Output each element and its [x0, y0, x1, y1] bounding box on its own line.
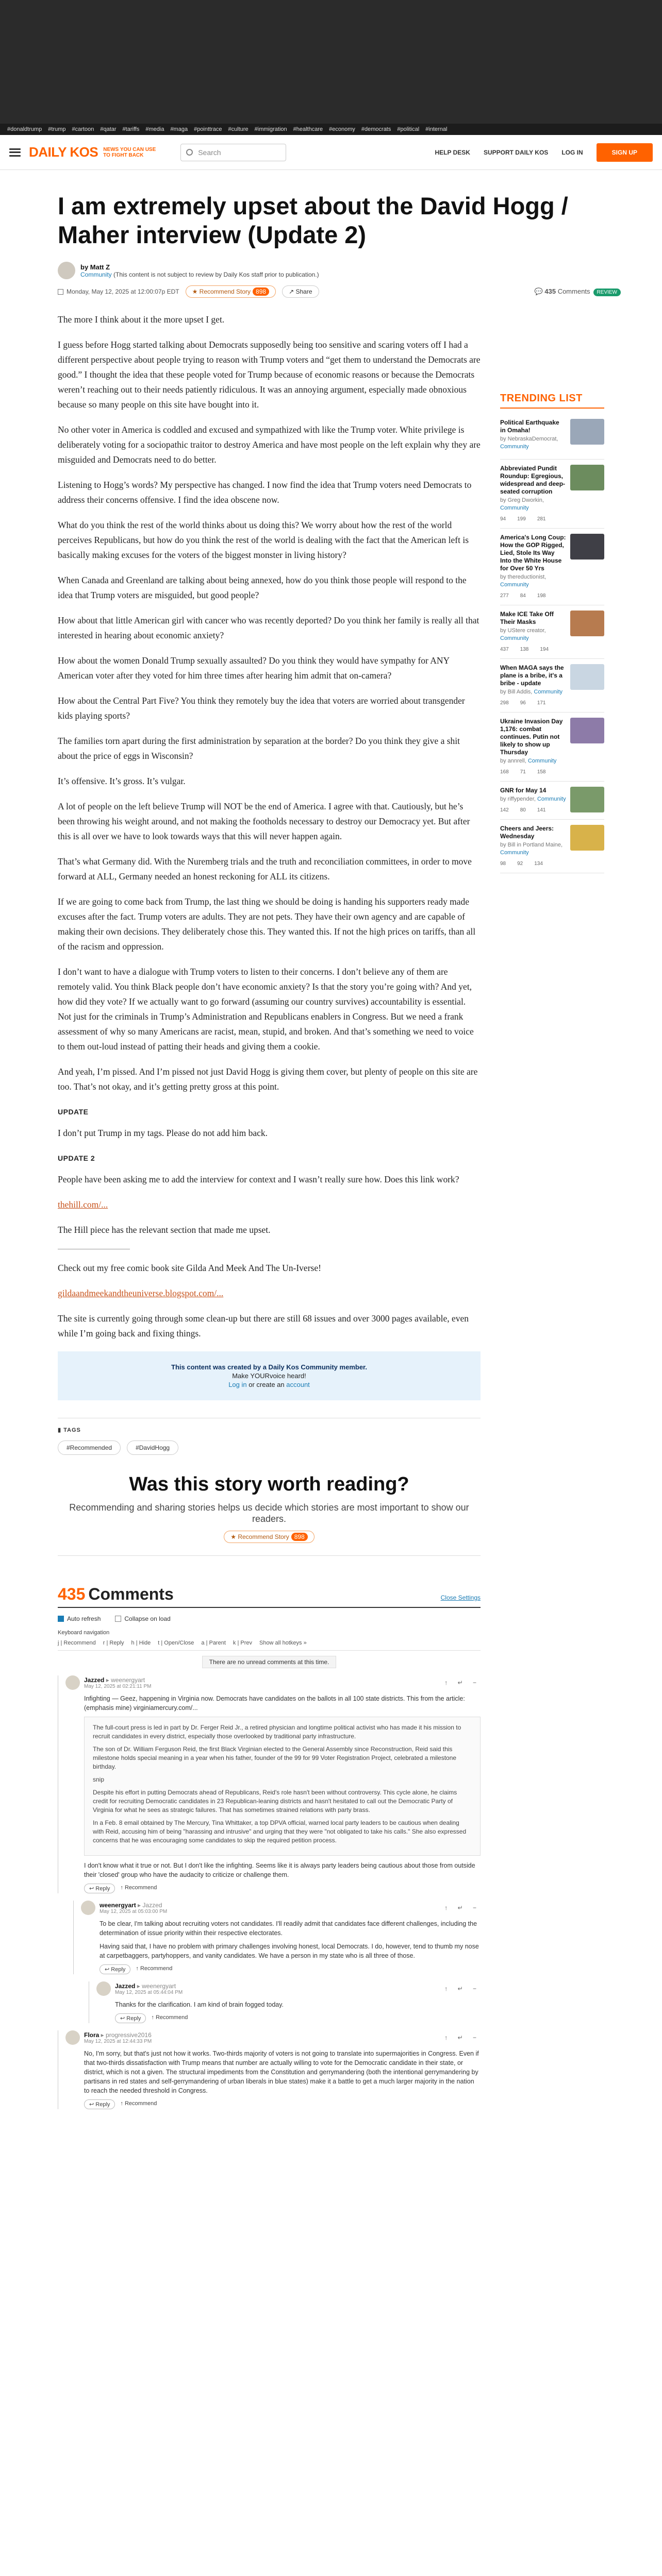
comment-reply-to[interactable]: Jazzed	[142, 1901, 162, 1909]
trending-stat: 199	[517, 516, 526, 522]
footer-link[interactable]: gildaandmeekandtheuniverse.blogspot.com/...	[58, 1288, 224, 1298]
trending-community: Community	[500, 635, 529, 641]
comment-body	[115, 2000, 481, 2009]
footer-note: The site is currently going through some clean-up but there are still 68 issues and over 3000 pages available, even while I’m going back and fixing things.	[58, 1313, 469, 1338]
comment-controls[interactable]: ↑ ↵ −	[444, 1904, 481, 1911]
signup-button[interactable]: SIGN UP	[597, 143, 653, 162]
quote-paragraph: The full-court press is led in part by Dr. Ferger Reid Jr., a retired physician and longtime political activist who has made it his mission to recruit candidates in every district, especially those overlooked by traditional party infrastructure.	[93, 1724, 461, 1740]
trending-stats	[500, 515, 566, 523]
avatar[interactable]	[65, 2030, 80, 2045]
hotkey-hint: r | Reply	[103, 1640, 124, 1646]
quote-paragraph: Despite his effort in putting Democrats ahead of Republicans, Reid's role hasn't been without controversy. This cycle alone, he claims credit for recruiting Democratic candidates in 23 Republican-leaning districts and hasn't hesitated to call out the Democratic Party of Virginia for what he sees as strategic failures. That has sometimes strained relations with party brass.	[93, 1789, 457, 1814]
trending-thumbnail	[570, 787, 604, 812]
avatar[interactable]	[65, 1675, 80, 1690]
trending-stat: 437	[500, 647, 509, 652]
comment-date: May 12, 2025 at 02:21:11 PM	[84, 1683, 152, 1689]
trending-community: Community	[500, 582, 529, 588]
post-date: Monday, May 12, 2025 at 12:00:07p EDT	[67, 288, 179, 295]
trending-community: Community	[500, 444, 529, 450]
comments-count: 435	[544, 287, 556, 295]
trending-item[interactable]	[500, 460, 604, 529]
page-title: I am extremely upset about the David Hogg / Maher interview (Update 2)	[58, 192, 568, 248]
trending-item[interactable]	[500, 529, 604, 605]
comment-controls[interactable]: ↑ ↵ −	[444, 2034, 481, 2041]
comment-header	[96, 1981, 481, 1996]
trending-stat: 171	[537, 700, 546, 706]
community-label[interactable]: Community	[80, 270, 112, 278]
quote-paragraph: In a Feb. 8 email obtained by The Mercury, Tina Whittaker, a top DPVA official, warned local party leaders to be cautious when dealing with Reid, accusing him of being "harassing and intrusive" and urging that they were "not obligated to take his calls." She also expressed concerns that he was encouraging some candidates to skip the required petition process.	[93, 1819, 467, 1844]
trending-stats	[500, 806, 566, 814]
trending-stats	[500, 646, 566, 653]
article-paragraph: I don’t want to have a dialogue with Trump voters to listen to their concerns. I don’t believe any of them are remotely valid. You think Black people don’t have economic anxiety? Is that the story you’re going with? And yet, how did they vote? If we actually want to go forward (assuming our country survives) accountability is essential. Not just for the criminals in Trump’s Administration and Republicans enablers in Congress. But we need a frank assessment of why so many Americans are racist, mean, stupid, and broken. And that’s something we need to voice to them out-loud instead of patting their heads and giving them a cookie.	[58, 967, 474, 1052]
comment-actions	[84, 2099, 481, 2109]
article-paragraph: How about that little American girl with cancer who was recently deported? Do you think her family is really all that interested in hearing about economic anxiety?	[58, 615, 479, 640]
author-link[interactable]: Matt Z	[90, 263, 110, 271]
tag-bar-item[interactable]: #immigration	[254, 126, 287, 132]
trending-item[interactable]	[500, 659, 604, 713]
footer-promo: Check out my free comic book site Gilda And Meek And The Un-Iverse!	[58, 1263, 321, 1273]
trending-community: Community	[537, 796, 566, 802]
top-banner	[0, 0, 662, 135]
tag-bar	[0, 124, 662, 135]
recommend-comment-button[interactable]: ↑ Recommend	[151, 2014, 188, 2021]
tag-bar-item[interactable]: #qatar	[100, 126, 117, 132]
trending-stat: 138	[520, 647, 529, 652]
comment-quote	[84, 1717, 481, 1856]
comment-body	[100, 1919, 481, 1960]
auto-refresh-toggle[interactable]: Auto refresh	[58, 1615, 101, 1622]
share-label: Share	[295, 288, 312, 295]
login-link[interactable]: LOG IN	[561, 148, 583, 156]
avatar[interactable]	[96, 1981, 111, 1996]
site-logo[interactable]: DAILY KOS	[29, 144, 98, 160]
trending-text	[500, 419, 566, 454]
trending-stat: 194	[540, 647, 549, 652]
recommend-comment-button[interactable]: ↑ Recommend	[120, 2100, 157, 2107]
comment-author[interactable]	[84, 2031, 152, 2039]
comment-actions	[100, 1964, 481, 1974]
trending-author	[500, 757, 566, 765]
reply-arrow-icon: ▸	[104, 1676, 111, 1684]
trending-title[interactable]: GNR for May 14	[500, 787, 547, 794]
comment-controls[interactable]: ↑ ↵ −	[444, 1985, 481, 1992]
trending-author-name: by thereductionist,	[500, 574, 547, 580]
notice-login-link[interactable]: Log in	[228, 1381, 247, 1388]
comment	[58, 2030, 481, 2109]
trending-text	[500, 611, 566, 653]
unread-bar: There are no unread comments at this time.	[202, 1656, 336, 1668]
trending-item[interactable]	[500, 782, 604, 820]
worth-reading-section	[58, 1473, 481, 1556]
worth-title: Was this story worth reading?	[129, 1473, 409, 1495]
support-link[interactable]: SUPPORT DAILY KOS	[483, 148, 549, 156]
comment-author-name[interactable]: weenergyart	[100, 1901, 136, 1909]
author-prefix: by	[80, 263, 89, 271]
trending-author	[500, 435, 566, 451]
comment-paragraph: Thanks for the clarification. I am kind of brain fogged today.	[115, 2001, 284, 2008]
recommend-label: Recommend Story	[199, 288, 251, 295]
avatar[interactable]	[81, 1901, 95, 1915]
article-paragraph: No other voter in America is coddled and excused and sympathized with like the Trump voter. White privilege is deliberately voting for a sociopathic traitor to destroy America and have most people on the left explain why they are misguided and Democrats need to do better.	[58, 425, 481, 465]
comment-author[interactable]	[84, 1676, 151, 1684]
comment-author[interactable]	[115, 1982, 183, 1990]
article-paragraph: How about the women Donald Trump sexually assaulted? Do you think they would have sympathy for ANY American voter after they voted for him three times after hearing him admit that on-camera?	[58, 655, 450, 681]
trending-thumbnail	[570, 419, 604, 445]
comment-paragraph: Having said that, I have no problem with primary challenges involving honest, local Democrats. I do, however, tend to thumb my nose at carpetbaggers, partyhoppers, and vanity candidates. We have a person in my state who is all three of those.	[100, 1943, 479, 1959]
comment-meta	[100, 1902, 167, 1914]
update2-text: People have been asking me to add the interview for context and I wasn’t really sure how. Does this link work?	[58, 1174, 459, 1184]
recommend-comment-button[interactable]: ↑ Recommend	[136, 1965, 173, 1972]
comment	[89, 1981, 481, 2023]
update2-link[interactable]: thehill.com/...	[58, 1199, 108, 1210]
trending-text	[500, 718, 566, 776]
article-paragraph: The families torn apart during the first administration by separation at the border? Do you think they give a shit about the price of eggs in Wisconsin?	[58, 736, 460, 761]
menu-icon[interactable]	[9, 148, 21, 157]
tag-bar-item[interactable]: #cartoon	[72, 126, 94, 132]
trending-item[interactable]	[500, 713, 604, 782]
trending-community: Community	[500, 505, 529, 511]
search-icon	[186, 149, 193, 156]
comment-controls[interactable]: ↑ ↵ −	[444, 1679, 481, 1686]
tags-section	[58, 1418, 481, 1455]
trending-author	[500, 841, 566, 857]
reply-button[interactable]: ↩ Reply	[115, 2013, 146, 2023]
search-placeholder: Search	[198, 148, 221, 157]
trending-title[interactable]: Political Earthquake in Omaha!	[500, 419, 559, 434]
trending-community: Community	[527, 758, 557, 764]
site-header	[0, 135, 662, 170]
trending-title[interactable]: Ukraine Invasion Day 1,176: combat continues. Putin not likely to show up Thursday	[500, 718, 563, 756]
tag-bar-item[interactable]: #donaldtrump	[7, 126, 42, 132]
trending-author-name: by riffypender,	[500, 796, 537, 802]
worth-subtitle: Recommending and sharing stories helps us decide which stories are most important to show our readers.	[69, 1502, 469, 1524]
trending-stats	[500, 699, 566, 707]
reply-arrow-icon: ▸	[99, 2031, 106, 2039]
tag-bar-item[interactable]: #tariffs	[122, 126, 140, 132]
comment	[58, 1675, 481, 1893]
trending-author	[500, 497, 566, 512]
trending-item[interactable]	[500, 414, 604, 460]
tag-bar-item[interactable]: #political	[397, 126, 420, 132]
tag-bar-item[interactable]: #maga	[170, 126, 188, 132]
trending-stat: 198	[537, 593, 546, 599]
trending-title[interactable]: Cheers and Jeers: Wednesday	[500, 825, 554, 840]
trending-thumbnail	[570, 664, 604, 690]
tag-bar-item[interactable]: #economy	[329, 126, 355, 132]
comment-reply-to[interactable]: weenergyart	[142, 1982, 176, 1990]
trending-thumbnail	[570, 718, 604, 743]
trending-community: Community	[500, 850, 529, 856]
close-settings-link[interactable]: Close Settings	[440, 1594, 481, 1601]
comment-reply-to[interactable]: progressive2016	[106, 2031, 152, 2039]
update2-after: The Hill piece has the relevant section that made me upset.	[58, 1225, 271, 1235]
search-input[interactable]	[180, 144, 286, 161]
reply-button[interactable]: ↩ Reply	[84, 1884, 115, 1893]
trending-author-name: by Bill in Portland Maine,	[500, 842, 563, 848]
trending-stat: 134	[534, 861, 543, 867]
tag-bar-item[interactable]: #healthcare	[293, 126, 323, 132]
comment	[73, 1901, 481, 1974]
trending-sidebar	[500, 393, 604, 873]
quote-paragraph: snip	[93, 1776, 105, 1783]
trending-item[interactable]	[500, 605, 604, 659]
notice-account-link[interactable]: account	[286, 1381, 310, 1388]
trending-author	[500, 688, 566, 696]
trending-thumbnail	[570, 825, 604, 851]
article-paragraph: What do you think the rest of the world thinks about us doing this? We worry about how the rest of the world perceives Republicans, but how do you think the rest of the world is dealing with the fact that the American left is basically making excuses for the voters of the biggest monster in living history?	[58, 520, 469, 560]
trending-author-name: by Bill Addis,	[500, 689, 534, 695]
trending-thumbnail	[570, 611, 604, 636]
notice-line: Make YOURvoice heard!	[232, 1372, 306, 1380]
trending-title[interactable]: America's Long Coup: How the GOP Rigged, Lied, Stole Its Way Into the White House for Over 50 Yrs	[500, 534, 566, 572]
trending-author-name: by Greg Dworkin,	[500, 497, 544, 503]
comment-header	[65, 1675, 481, 1690]
reply-arrow-icon: ▸	[136, 1901, 143, 1909]
checkbox-icon	[115, 1616, 121, 1622]
article-paragraph: Listening to Hogg’s words? My perspective has changed. I now find the idea that Trump voters need Democrats to address their concerns offensive. I find the idea obscene now.	[58, 480, 472, 505]
help-desk-link[interactable]: HELP DESK	[435, 148, 470, 156]
comment-actions	[84, 1884, 481, 1893]
share-button[interactable]: ↗ Share	[282, 285, 319, 298]
calendar-icon	[58, 289, 63, 295]
article-paragraph: That’s what Germany did. With the Nuremberg trials and the truth and reconciliation committees, in order to move forward at ALL, Germany needed an honest reckoning for ALL its citizens.	[58, 856, 472, 882]
trending-text	[500, 534, 566, 600]
tag-bar-item[interactable]: #culture	[228, 126, 249, 132]
hotkey-hint: t | Open/Close	[158, 1640, 194, 1646]
community-note: (This content is not subject to review by Daily Kos staff prior to publication.)	[113, 270, 319, 278]
trending-stat: 281	[537, 516, 546, 522]
comment-header	[65, 2030, 481, 2045]
meta-row	[58, 285, 621, 298]
collapse-toggle[interactable]: Collapse on load	[115, 1615, 170, 1622]
comment-meta	[84, 1676, 151, 1689]
comment-paragraph: To be clear, I'm talking about recruiting voters not candidates. I'll readily admit that candidates face different challenges, including the determination of issue priority within their respective electorates.	[100, 1920, 477, 1937]
recommend-comment-button[interactable]: ↑ Recommend	[120, 1885, 157, 1891]
hotkey-hint: h | Hide	[131, 1640, 151, 1646]
comment-author-name[interactable]: Jazzed	[84, 1676, 105, 1684]
comment-author-name[interactable]: Jazzed	[115, 1982, 136, 1990]
update-text: I don’t put Trump in my tags. Please do not add him back.	[58, 1128, 268, 1138]
comment-header	[81, 1901, 481, 1915]
checkbox-icon	[58, 1616, 64, 1622]
trending-title[interactable]: Abbreviated Pundit Roundup: Egregious, widespread and deep-seated corruption	[500, 465, 566, 495]
trending-stat: 98	[500, 861, 506, 867]
trending-text	[500, 787, 566, 814]
trending-author	[500, 627, 566, 642]
comment-body	[84, 1694, 481, 1879]
keyboard-nav-label: Keyboard navigation	[58, 1630, 110, 1636]
recommend-button[interactable]: ★ Recommend Story 898	[186, 285, 276, 298]
comment-paragraph: No, I'm sorry, but that's just not how it works. Two-thirds majority of voters is not going to translate into supermajorities in Congress. Even if that two-thirds dissatisfaction with Trump means that number are actually willing to vote for the Democratic candidate in their state, or district, which is not a given. The structural impediments from the Constitution and gerrymandering (both the intentional gerrymandering by partisans in red states and self-gerrymandering of urban liberals in blue states) make it a battle to get a much larger majority in the nation to reach the needed threshold in Congress.	[84, 2050, 479, 2094]
trending-stat: 80	[520, 807, 526, 813]
quote-paragraph: The son of Dr. William Ferguson Reid, the first Black Virginian elected to the General Assembly since Reconstruction, Reid said this milestone holds special meaning in a year when his father, founder of the 99 for 99 Voter Registration Project, celebrated a milestone birthday.	[93, 1745, 457, 1770]
trending-stat: 277	[500, 593, 509, 599]
comment-paragraph: I don't know what it true or not. But I don't like the infighting. Seems like it is always party leaders being cautious about those from outside their 'closed' group who have the audacity to criticize or challenge them.	[84, 1862, 475, 1878]
tag-chip[interactable]: #DavidHogg	[127, 1440, 178, 1455]
trending-stat: 141	[537, 807, 546, 813]
comment-paragraph: Infighting — Geez, happening in Virginia now. Democrats have candidates on the ballots in all 100 state districts. This from the article: (emphasis mine) virginiamercury.com/...	[84, 1695, 465, 1711]
trending-text	[500, 825, 566, 868]
trending-stats	[500, 592, 566, 600]
trending-author-name: by NebraskaDemocrat,	[500, 436, 558, 442]
comments-heading: Comments	[88, 1585, 174, 1603]
tag-bar-item[interactable]: #pointtrace	[194, 126, 222, 132]
trending-title[interactable]: When MAGA says the plane is a bribe, it's a bribe - update	[500, 664, 564, 687]
trending-stats	[500, 860, 566, 868]
trending-author	[500, 573, 566, 589]
trending-author-name: by UStere creator,	[500, 628, 546, 634]
tag-bar-item[interactable]: #media	[145, 126, 164, 132]
trending-stat: 71	[520, 769, 526, 775]
update2-heading: UPDATE 2	[58, 1154, 95, 1162]
comment-body	[84, 2049, 481, 2095]
hotkey-hint: j | Recommend	[58, 1640, 96, 1646]
trending-stats	[500, 768, 566, 776]
reply-arrow-icon: ▸	[135, 1982, 142, 1990]
hotkey-hint: a | Parent	[201, 1640, 226, 1646]
trending-stat: 158	[537, 769, 546, 775]
tag-bar-item[interactable]: #internal	[425, 126, 448, 132]
trending-stat: 92	[517, 861, 523, 867]
trending-item[interactable]	[500, 820, 604, 873]
article-paragraph: If we are going to come back from Trump, the last thing we should be doing is handing his supporters ready made excuses after the fact. Trump voters are adults. They are not pets. They have their own agency and are capable of making their own decisions. They deliberately chose this. They wanted this. If not the high prices on tariffs, than all of the racism and oppression.	[58, 896, 476, 952]
trending-stat: 168	[500, 769, 509, 775]
notice-or: or create an	[249, 1381, 285, 1388]
tag-chip[interactable]: #Recommended	[58, 1440, 121, 1455]
trending-stat: 96	[520, 700, 526, 706]
trending-title: TRENDING LIST	[500, 393, 604, 409]
site-tagline: NEWS YOU CAN USE TO FIGHT BACK	[103, 146, 156, 158]
comment-meta	[84, 2031, 152, 2044]
article-body	[58, 312, 481, 1341]
recommend-count: 898	[253, 287, 269, 296]
article-paragraph: A lot of people on the left believe Trump will NOT be the end of America. I agree with that. Cautiously, but he’s been throwing his weight around, and not making the footholds necessary to destroy our Democracy yet. But after this is all over we have to look towards ways that this will never happen again.	[58, 801, 470, 841]
community-notice	[58, 1351, 481, 1400]
update-heading: UPDATE	[58, 1108, 89, 1116]
trending-community: Community	[534, 689, 563, 695]
review-badge: REVIEW	[593, 289, 621, 296]
comment-date: May 12, 2025 at 05:03:00 PM	[100, 1908, 168, 1914]
comments-section	[58, 1585, 481, 2109]
comments-label: Comments	[557, 287, 590, 295]
comment-author-name[interactable]: Flora	[84, 2031, 100, 2039]
comment-author[interactable]	[100, 1902, 167, 1909]
comments-total: 435	[58, 1585, 86, 1603]
trending-stat: 298	[500, 700, 509, 706]
comment-actions	[115, 2013, 481, 2023]
article-paragraph: The more I think about it the more upset I get.	[58, 314, 225, 325]
tag-bar-item[interactable]: #trump	[48, 126, 66, 132]
article-paragraph: When Canada and Greenland are talking about being annexed, how do you think those people will respond to the idea that Trump voters are misguided, but good people?	[58, 575, 467, 600]
trending-stat: 84	[520, 593, 526, 599]
comments-link[interactable]: 💬 435 Comments REVIEW	[535, 287, 621, 296]
hotkey-hint: k | Prev	[233, 1640, 252, 1646]
trending-author	[500, 795, 566, 803]
article-paragraph: And yeah, I’m pissed. And I’m pissed not just David Hogg is giving them cover, but plenty of people on this site are too. That’s not okay, and it’s getting pretty gross at this point.	[58, 1066, 478, 1092]
comment-reply-to[interactable]: weenergyart	[111, 1676, 145, 1684]
trending-author-name: by annrell,	[500, 758, 528, 764]
reply-button[interactable]: ↩ Reply	[100, 1964, 130, 1974]
trending-thumbnail	[570, 534, 604, 560]
article-paragraph: It’s offensive. It’s gross. It’s vulgar.	[58, 776, 186, 786]
avatar[interactable]	[58, 262, 75, 279]
article-paragraph: I guess before Hogg started talking about Democrats supposedly being too sensitive and scaring voters off I had a different perspective about people trying to reason with Trump voters and “get them to understand the Democrats are good.” I thought the idea that these people voted for Trump because of economic reasons or because the Democrats weren’t reaching out to their needs patiently ridiculous. It was an annoying argument, especially made obnoxious because so many people on this site have bought into it.	[58, 340, 481, 410]
comment-meta	[115, 1982, 183, 1995]
notice-title: This content was created by a Daily Kos Community member.	[171, 1363, 367, 1371]
reply-button[interactable]: ↩ Reply	[84, 2099, 115, 2109]
trending-thumbnail	[570, 465, 604, 490]
comment-date: May 12, 2025 at 12:44:33 PM	[84, 2038, 152, 2044]
trending-text	[500, 465, 566, 523]
tag-bar-item[interactable]: #democrats	[361, 126, 391, 132]
trending-stat: 142	[500, 807, 509, 813]
comment-date: May 12, 2025 at 05:44:04 PM	[115, 1989, 183, 1995]
tags-label: ▮ TAGS	[58, 1427, 81, 1433]
trending-stat: 94	[500, 516, 506, 522]
byline	[58, 262, 662, 279]
article-paragraph: How about the Central Part Five? You think they remotely buy the idea that voters are worried about transgender kids playing sports?	[58, 696, 465, 721]
trending-text	[500, 664, 566, 707]
hotkey-hint: Show all hotkeys »	[259, 1640, 307, 1646]
trending-title[interactable]: Make ICE Take Off Their Masks	[500, 611, 554, 625]
worth-recommend-button[interactable]: ★ Recommend Story 898	[224, 1531, 315, 1543]
